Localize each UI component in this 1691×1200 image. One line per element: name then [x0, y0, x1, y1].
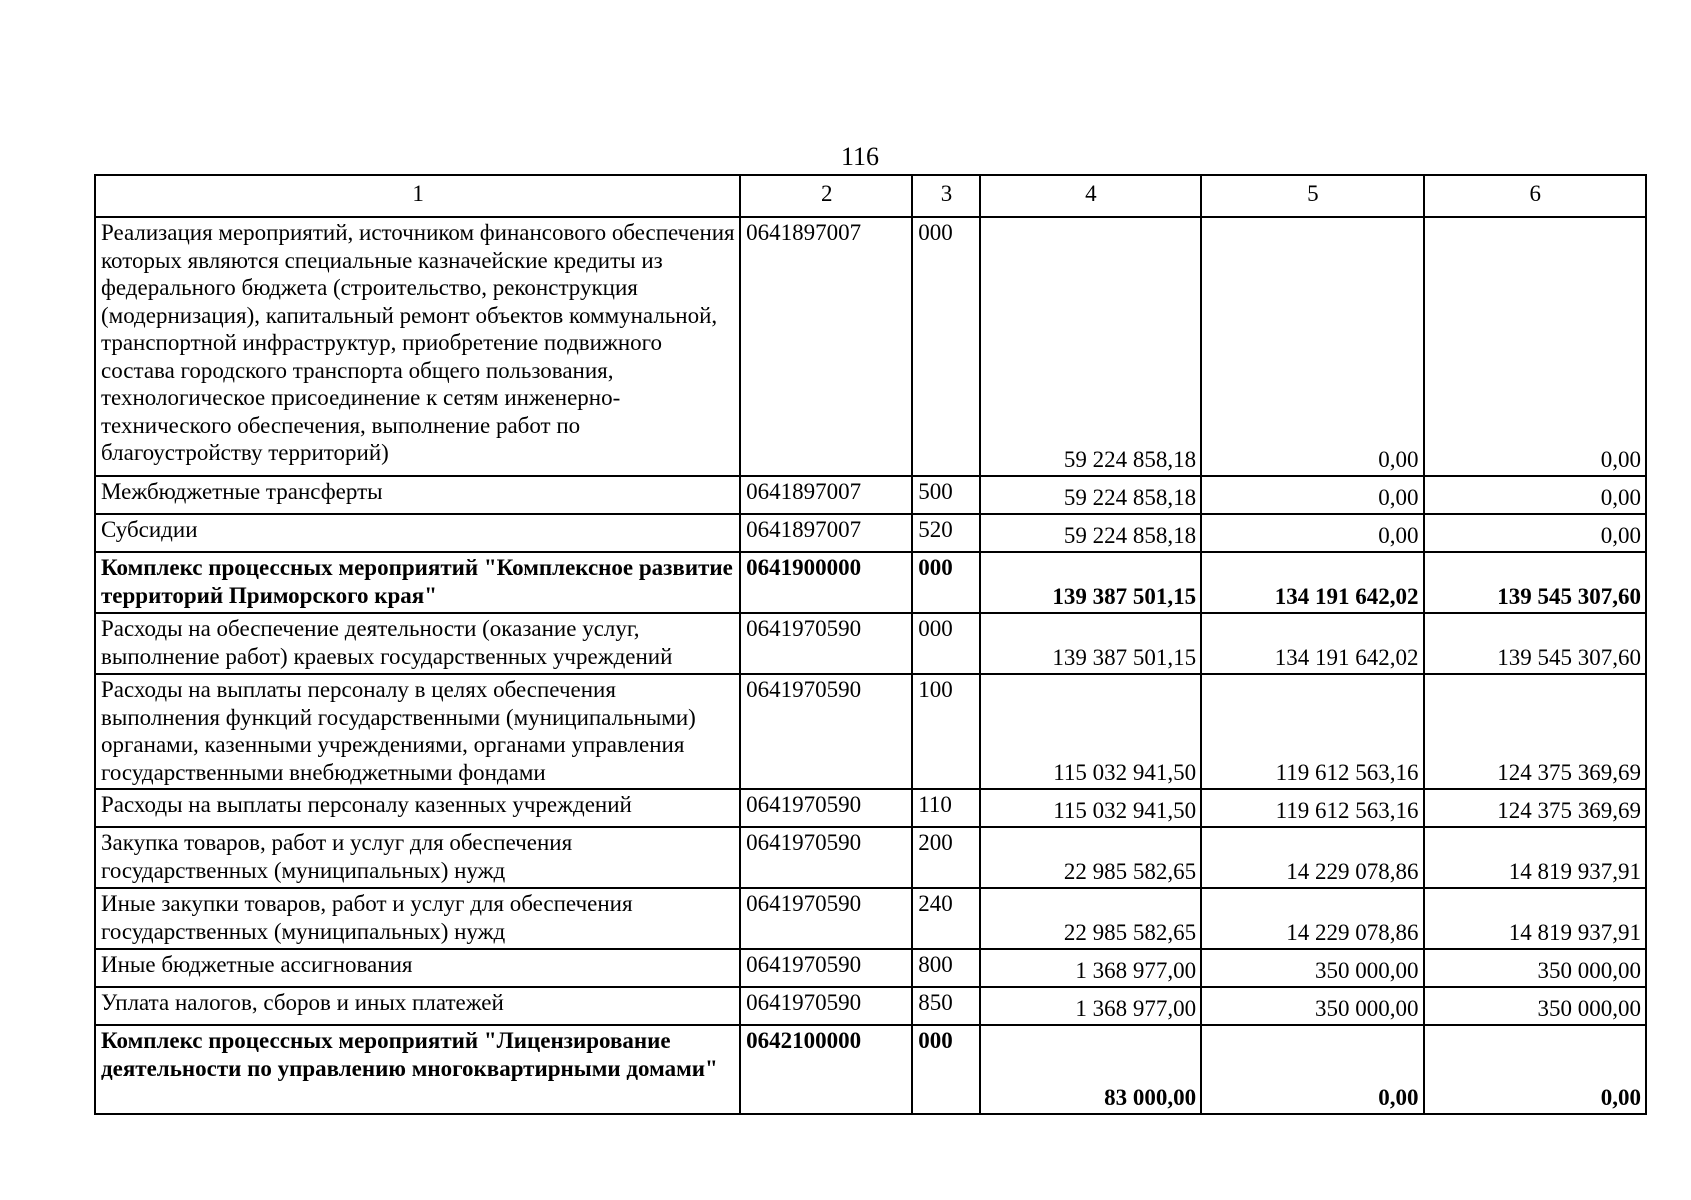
column-number-4: 4	[980, 175, 1201, 217]
table-row	[95, 217, 1646, 476]
row-name: Комплекс процессных мероприятий "Комплексное развитие территорий Приморского края"	[95, 552, 740, 613]
table-row	[95, 476, 1646, 514]
target-article-code: 0641900000	[740, 552, 912, 613]
table-row-bold	[95, 552, 1646, 613]
expense-type-code: 850	[912, 987, 979, 1025]
column-number-2: 2	[740, 175, 912, 217]
row-name: Расходы на выплаты персоналу в целях обеспечения выполнения функций государственными (муниципальными) органами, казенными учреждениями, органами управления государственными внебюджетными фондами	[95, 674, 740, 789]
amount-year-1: 22 985 582,65	[980, 888, 1201, 949]
amount-year-3: 124 375 369,69	[1424, 789, 1646, 827]
amount-year-3: 139 545 307,60	[1424, 613, 1646, 674]
target-article-code: 0641970590	[740, 827, 912, 888]
amount-year-3: 14 819 937,91	[1424, 827, 1646, 888]
target-article-code: 0641970590	[740, 613, 912, 674]
amount-year-1: 59 224 858,18	[980, 217, 1201, 476]
amount-year-1: 1 368 977,00	[980, 987, 1201, 1025]
amount-year-2: 134 191 642,02	[1201, 552, 1423, 613]
row-name: Уплата налогов, сборов и иных платежей	[95, 987, 740, 1025]
expense-type-code: 200	[912, 827, 979, 888]
amount-year-3: 0,00	[1424, 1025, 1646, 1114]
amount-year-2: 134 191 642,02	[1201, 613, 1423, 674]
column-number-5: 5	[1201, 175, 1423, 217]
table-row-bold	[95, 1025, 1646, 1114]
expense-type-code: 110	[912, 789, 979, 827]
amount-year-2: 350 000,00	[1201, 987, 1423, 1025]
target-article-code: 0641970590	[740, 987, 912, 1025]
amount-year-1: 139 387 501,15	[980, 552, 1201, 613]
amount-year-2: 119 612 563,16	[1201, 789, 1423, 827]
page-number: 116	[840, 142, 880, 171]
expense-type-code: 520	[912, 514, 979, 552]
expense-type-code: 000	[912, 552, 979, 613]
table-row	[95, 674, 1646, 789]
budget-table	[94, 174, 1647, 1115]
row-name: Межбюджетные трансферты	[95, 476, 740, 514]
amount-year-3: 14 819 937,91	[1424, 888, 1646, 949]
row-name: Субсидии	[95, 514, 740, 552]
target-article-code: 0641897007	[740, 217, 912, 476]
row-name: Расходы на выплаты персоналу казенных учреждений	[95, 789, 740, 827]
expense-type-code: 500	[912, 476, 979, 514]
target-article-code: 0641970590	[740, 789, 912, 827]
target-article-code: 0641970590	[740, 674, 912, 789]
column-number-3: 3	[912, 175, 979, 217]
table-row	[95, 789, 1646, 827]
amount-year-3: 0,00	[1424, 476, 1646, 514]
row-name: Расходы на обеспечение деятельности (оказание услуг, выполнение работ) краевых государственных учреждений	[95, 613, 740, 674]
expense-type-code: 000	[912, 613, 979, 674]
row-name: Иные закупки товаров, работ и услуг для обеспечения государственных (муниципальных) нужд	[95, 888, 740, 949]
amount-year-1: 139 387 501,15	[980, 613, 1201, 674]
amount-year-1: 1 368 977,00	[980, 949, 1201, 987]
amount-year-3: 139 545 307,60	[1424, 552, 1646, 613]
row-name: Иные бюджетные ассигнования	[95, 949, 740, 987]
amount-year-3: 350 000,00	[1424, 987, 1646, 1025]
table-row	[95, 613, 1646, 674]
column-number-1: 1	[95, 175, 740, 217]
row-name: Реализация мероприятий, источником финансового обеспечения которых являются специальные казначейские кредиты из федерального бюджета (строительство, реконструкция (модернизация), капитальный ремонт объектов коммунальной, транспортной инфраструктур, приобретение подвижного состава городского транспорта общего пользования, технологическое присоединение к сетям инженерно-технического обеспечения, выполнение работ по благоустройству территорий)	[95, 217, 740, 476]
expense-type-code: 000	[912, 217, 979, 476]
amount-year-2: 0,00	[1201, 217, 1423, 476]
expense-type-code: 240	[912, 888, 979, 949]
target-article-code: 0641897007	[740, 514, 912, 552]
amount-year-1: 115 032 941,50	[980, 674, 1201, 789]
amount-year-1: 115 032 941,50	[980, 789, 1201, 827]
expense-type-code: 000	[912, 1025, 979, 1114]
table-row	[95, 514, 1646, 552]
header-row	[95, 175, 1646, 217]
row-name: Комплекс процессных мероприятий "Лицензирование деятельности по управлению многоквартирными домами"	[95, 1025, 740, 1114]
amount-year-2: 0,00	[1201, 476, 1423, 514]
amount-year-2: 119 612 563,16	[1201, 674, 1423, 789]
target-article-code: 0642100000	[740, 1025, 912, 1114]
amount-year-1: 22 985 582,65	[980, 827, 1201, 888]
amount-year-1: 59 224 858,18	[980, 514, 1201, 552]
amount-year-2: 0,00	[1201, 514, 1423, 552]
expense-type-code: 100	[912, 674, 979, 789]
column-number-6: 6	[1424, 175, 1646, 217]
expense-type-code: 800	[912, 949, 979, 987]
table-row	[95, 827, 1646, 888]
amount-year-1: 83 000,00	[980, 1025, 1201, 1114]
row-name: Закупка товаров, работ и услуг для обеспечения государственных (муниципальных) нужд	[95, 827, 740, 888]
table-row	[95, 888, 1646, 949]
amount-year-3: 124 375 369,69	[1424, 674, 1646, 789]
table-row	[95, 949, 1646, 987]
amount-year-2: 14 229 078,86	[1201, 888, 1423, 949]
target-article-code: 0641970590	[740, 949, 912, 987]
target-article-code: 0641970590	[740, 888, 912, 949]
amount-year-1: 59 224 858,18	[980, 476, 1201, 514]
amount-year-2: 350 000,00	[1201, 949, 1423, 987]
table-row	[95, 987, 1646, 1025]
amount-year-3: 0,00	[1424, 217, 1646, 476]
amount-year-3: 0,00	[1424, 514, 1646, 552]
amount-year-3: 350 000,00	[1424, 949, 1646, 987]
amount-year-2: 14 229 078,86	[1201, 827, 1423, 888]
amount-year-2: 0,00	[1201, 1025, 1423, 1114]
target-article-code: 0641897007	[740, 476, 912, 514]
